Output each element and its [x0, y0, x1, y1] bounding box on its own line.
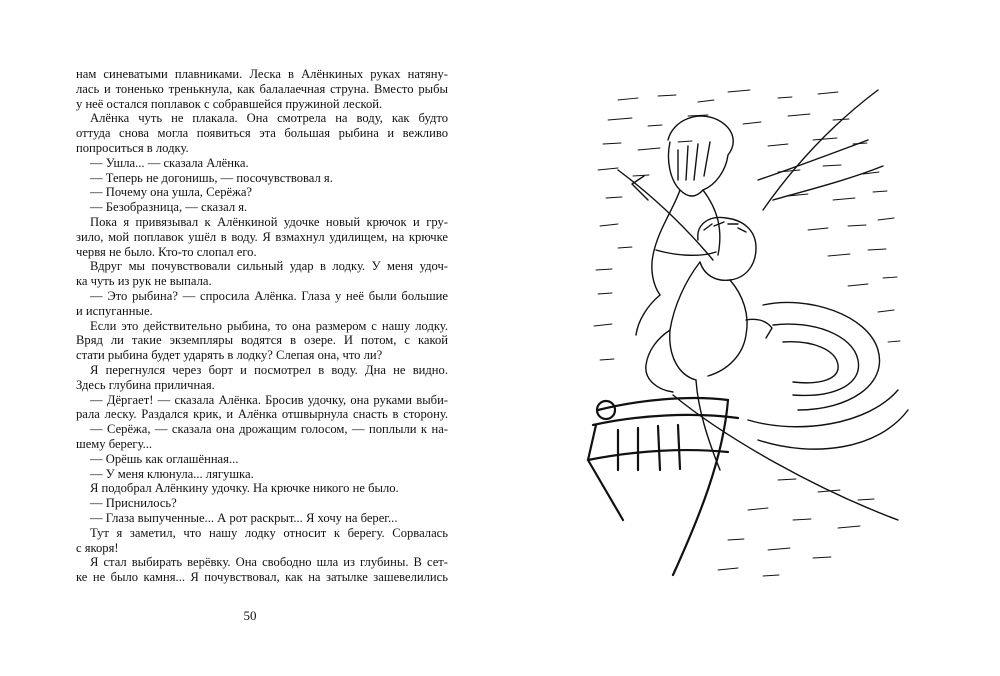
right-page: [500, 0, 1000, 676]
text-line: Я подобрал Алёнкину удочку. На крючке никого не было.: [90, 481, 399, 496]
text-line: — Почему она ушла, Серёжа?: [90, 185, 252, 200]
text-line: оттуда снова могла появиться эта большая рыбина и вежливо: [76, 126, 448, 141]
text-line: ке не было камня... Я почувствовал, как на затылке зашевелились: [76, 570, 448, 585]
text-line: — Теперь не догонишь, — посочувствовал я.: [90, 170, 333, 185]
text-line: Вряд ли такие экземпляры водятся в озере. И потом, с какой: [76, 333, 448, 348]
text-line: Я стал выбирать верёвку. Она свободно шла из глубины. В сет-: [90, 555, 448, 570]
text-line: ка чуть из рук не выпала.: [76, 274, 212, 289]
text-line: червя не было. Кто-то слопал его.: [76, 244, 257, 259]
text-line: — Это рыбина? — спросила Алёнка. Глаза у неё были большие: [90, 288, 448, 303]
boat: [588, 398, 738, 575]
text-line: Я перегнулся через борт и посмотрел в воду. Дна не видно.: [90, 362, 448, 377]
text-line: лась и тоненько тренькнула, как балалаечная струна. Вместо рыбы: [76, 81, 448, 96]
text-line: Вдруг мы почувствовали сильный удар в лодку. У меня удоч-: [90, 259, 448, 274]
text-line: рала леску. Раздался крик, и Алёнка отшвырнула снасть в сторону.: [76, 407, 448, 422]
illustration-children-fishing-in-boat: [578, 80, 918, 580]
text-line: и испуганные.: [76, 303, 153, 318]
page-number: 50: [243, 608, 257, 623]
text-line: у неё остался поплавок с собравшейся пружиной леской.: [76, 96, 383, 111]
text-line: — Глаза выпученные... А рот раскрыт... Я хочу на берег...: [90, 510, 398, 525]
text-line: Пока я привязывал к Алёнкиной удочке новый крючок и гру-: [90, 214, 448, 229]
text-line: — Безобразница, — сказал я.: [90, 200, 248, 215]
text-line: — Приснилось?: [90, 496, 177, 511]
text-line: зило, мой поплавок ушёл в воду. Я взмахнул удилищем, на крючке: [76, 229, 448, 244]
text-line: нам синеватыми плавниками. Леска в Алёнкиных руках натяну-: [76, 67, 448, 81]
text-line: Здесь глубина приличная.: [76, 377, 215, 392]
text-line: — У меня клюнула... лягушка.: [90, 466, 254, 481]
water-hatching-lower: [718, 479, 874, 576]
body-text: [76, 67, 448, 585]
water-ripples: [748, 302, 908, 449]
text-line: попроситься в лодку.: [76, 140, 189, 155]
text-line: — Орёшь как оглашённая...: [90, 451, 239, 466]
text-line: Тут я заметил, что нашу лодку относит к берегу. Сорвалась: [90, 525, 448, 540]
text-line: шему берегу...: [76, 436, 153, 451]
text-line: — Дёргает! — сказала Алёнка. Бросив удочку, она руками выби-: [90, 392, 448, 407]
text-line: — Ушла... — сказала Алёнка.: [90, 155, 249, 170]
text-line: Если это действительно рыбина, то она размером с нашу лодку.: [90, 318, 448, 333]
text-line: с якоря!: [76, 540, 119, 555]
text-line: Алёнка чуть не плакала. Она смотрела на воду, как будто: [90, 111, 448, 126]
text-line: — Серёжа, — сказала она дрожащим голосом, — поплыли к на-: [90, 422, 448, 437]
text-line: стати рыбина будет ударять в лодку? Слепая она, что ли?: [76, 348, 383, 363]
